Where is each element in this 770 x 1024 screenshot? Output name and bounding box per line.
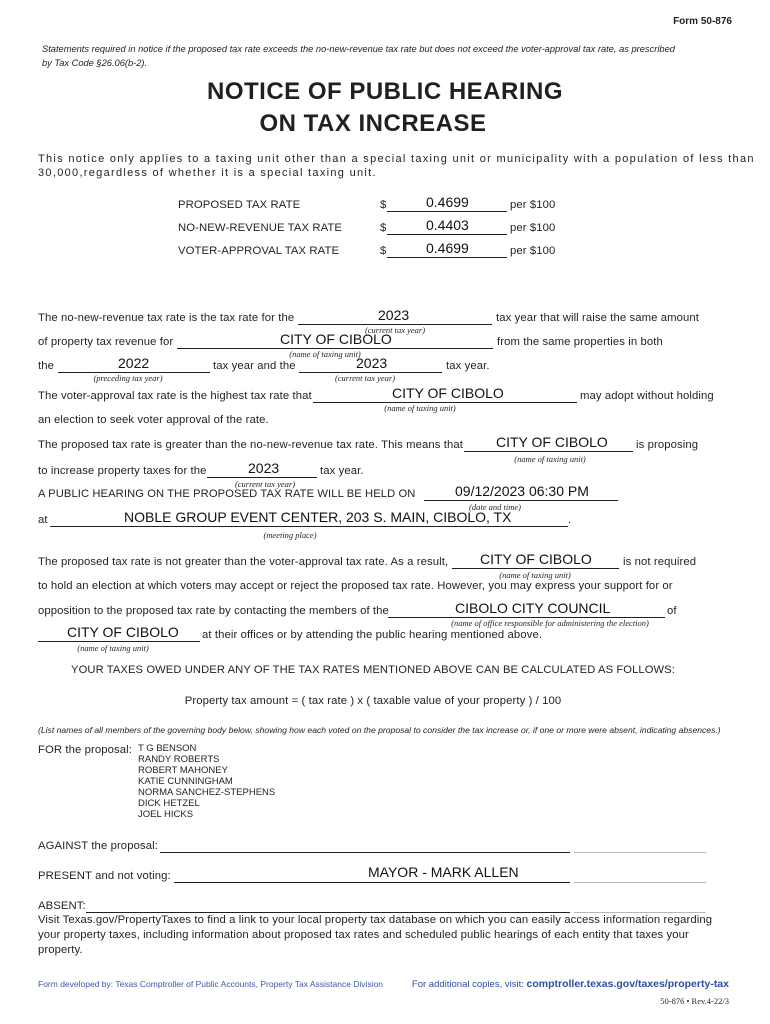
visit-line-1: Visit Texas.gov/PropertyTaxes to find a link to your local property tax database on which you can easily access information regarding — [38, 914, 713, 926]
notgreater-text-1: The proposed tax rate is not greater than the voter-approval tax rate. As a result, — [38, 556, 449, 568]
page-title: NOTICE OF PUBLIC HEARING — [206, 78, 563, 105]
caption-prev-year: (preceding tax year) — [93, 373, 163, 383]
list-item: DICK HETZEL — [138, 798, 200, 809]
notgreater-unit: CITY OF CIBOLO — [480, 551, 592, 567]
notgreater-text-6: at their offices or by attending the public hearing mentioned above. — [202, 629, 543, 641]
notgreater-text-4: opposition to the proposed tax rate by contacting the members of the — [38, 605, 389, 617]
hearing-datetime: 09/12/2023 06:30 PM — [455, 483, 589, 499]
visit-line-3: property. — [38, 944, 83, 956]
footer-developer: Form developed by: Texas Comptroller of Public Accounts, Property Tax Assistance Division — [38, 979, 384, 989]
dollar-sign: $ — [380, 245, 387, 257]
caption-taxing-unit: (name of taxing unit) — [514, 454, 586, 464]
nnr-text-4: from the same properties in both — [497, 336, 663, 348]
vote-instruction: (List names of all members of the governing body below, showing how each voted on the proposal to consider the tax increase or, if one or more were absent, indicating absences.) — [38, 725, 721, 735]
notgreater-text-5: of — [667, 605, 677, 617]
dollar-sign: $ — [380, 222, 387, 234]
list-item: T G BENSON — [138, 743, 197, 754]
caption-meeting-place: (meeting place) — [263, 530, 317, 540]
for-label: FOR the proposal: — [38, 744, 133, 756]
caption-taxing-unit: (name of taxing unit) — [289, 349, 361, 359]
notgreater-text-3: to hold an election at which voters may accept or reject the proposed tax rate. However, you may express your support for or — [38, 580, 673, 592]
revision: 50-876 • Rev.4-22/3 — [660, 996, 729, 1006]
present-label: PRESENT and not voting: — [38, 870, 171, 882]
nnr-text-3: of property tax revenue for — [38, 336, 174, 348]
nnr-cur-year: 2023 — [356, 355, 388, 371]
list-item: RANDY ROBERTS — [138, 754, 220, 765]
statement-text-2: by Tax Code §26.06(b-2). — [42, 58, 148, 68]
intro-line-1: This notice only applies to a taxing unit other than a special taxing unit or municipality with a population of less than — [38, 153, 755, 165]
va-text-2: may adopt without holding — [580, 390, 714, 402]
greater-text-3: to increase property taxes for the — [38, 465, 207, 477]
caption-taxing-unit: (name of taxing unit) — [77, 643, 149, 653]
hearing-period: . — [568, 514, 572, 526]
hearing-text: A PUBLIC HEARING ON THE PROPOSED TAX RATE WILL BE HELD ON — [38, 488, 416, 500]
nnr-text-2: tax year that will raise the same amount — [496, 312, 700, 324]
footer-link[interactable]: comptroller.texas.gov/taxes/property-tax — [526, 978, 729, 990]
va-unit: CITY OF CIBOLO — [392, 385, 504, 401]
nnr-year: 2023 — [378, 307, 410, 323]
nnr-rate-label: NO-NEW-REVENUE TAX RATE — [178, 222, 343, 234]
caption-taxing-unit: (name of taxing unit) — [499, 570, 571, 580]
nnr-text-6: tax year and the — [213, 360, 296, 372]
va-text-3: an election to seek voter approval of the rate. — [38, 414, 269, 426]
calc-heading: YOUR TAXES OWED UNDER ANY OF THE TAX RATES MENTIONED ABOVE CAN BE CALCULATED AS FOLLOWS: — [71, 664, 675, 676]
against-label: AGAINST the proposal: — [38, 840, 158, 852]
greater-text-4: tax year. — [320, 465, 364, 477]
nnr-prev-year: 2022 — [118, 355, 150, 371]
per-100: per $100 — [510, 199, 556, 211]
nnr-rate-value: 0.4403 — [426, 217, 469, 233]
nnr-text-5: the — [38, 360, 55, 372]
statement-text: Statements required in notice if the proposed tax rate exceeds the no-new-revenue tax rate but does not exceed the voter-approval tax rate, as prescribed — [42, 44, 675, 54]
va-text-1: The voter-approval tax rate is the highest tax rate that — [38, 390, 312, 402]
hearing-at: at — [38, 514, 48, 526]
footer-prefix: For additional copies, visit: — [411, 979, 524, 990]
greater-year: 2023 — [248, 460, 280, 476]
caption-office: (name of office responsible for administering the election) — [451, 618, 649, 628]
page-title-2: ON TAX INCREASE — [259, 110, 487, 137]
list-item: ROBERT MAHONEY — [138, 765, 228, 776]
hearing-place: NOBLE GROUP EVENT CENTER, 203 S. MAIN, CIBOLO, TX — [124, 509, 512, 525]
dollar-sign: $ — [380, 199, 387, 211]
caption-cur-year: (current tax year) — [334, 373, 396, 383]
footer-additional — [412, 978, 729, 990]
visit-line-2: your property taxes, including information about proposed tax rates and scheduled public hearings of each entity that taxes your — [38, 929, 689, 941]
notgreater-text-2: is not required — [623, 556, 697, 568]
proposed-rate-value: 0.4699 — [426, 194, 469, 210]
caption-taxing-unit: (name of taxing unit) — [384, 403, 456, 413]
intro-line-2: 30,000,regardless of whether it is a special taxing unit. — [38, 167, 377, 179]
nnr-unit: CITY OF CIBOLO — [280, 331, 392, 347]
list-item: KATIE CUNNINGHAM — [138, 776, 233, 787]
caption-date-time: (date and time) — [469, 502, 521, 512]
notgreater-office: CIBOLO CITY COUNCIL — [455, 600, 611, 616]
greater-unit: CITY OF CIBOLO — [496, 434, 608, 450]
list-item: JOEL HICKS — [138, 809, 194, 820]
greater-text-1: The proposed tax rate is greater than the no-new-revenue tax rate. This means that — [38, 439, 463, 451]
form-number: Form 50-876 — [673, 16, 732, 27]
caption-current-year: (current tax year) — [364, 325, 426, 335]
present-value: MAYOR - MARK ALLEN — [368, 864, 519, 880]
nnr-text-1: The no-new-revenue tax rate is the tax rate for the — [38, 312, 295, 324]
per-100: per $100 — [510, 222, 556, 234]
va-rate-value: 0.4699 — [426, 240, 469, 256]
absent-label: ABSENT: — [38, 900, 86, 912]
proposed-rate-label: PROPOSED TAX RATE — [178, 199, 301, 211]
caption-current-year: (current tax year) — [234, 479, 296, 489]
nnr-text-7: tax year. — [446, 360, 490, 372]
va-rate-label: VOTER-APPROVAL TAX RATE — [178, 245, 340, 257]
list-item: NORMA SANCHEZ-STEPHENS — [138, 787, 276, 798]
per-100: per $100 — [510, 245, 556, 257]
greater-text-2: is proposing — [636, 439, 699, 451]
calc-formula: Property tax amount = ( tax rate ) x ( taxable value of your property ) / 100 — [184, 695, 562, 707]
notgreater-unit-2: CITY OF CIBOLO — [67, 624, 179, 640]
